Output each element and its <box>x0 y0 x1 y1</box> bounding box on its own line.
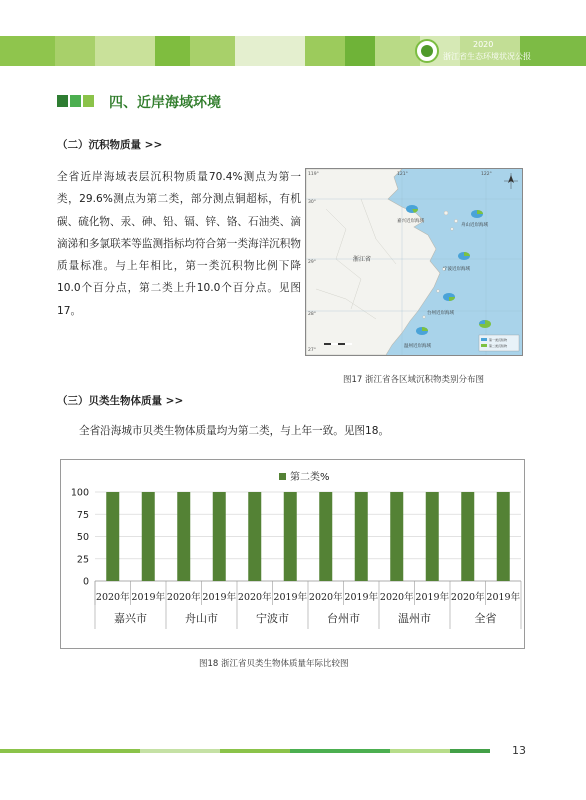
header-band-segment <box>190 36 235 66</box>
chart-svg <box>61 460 524 648</box>
map-region-label: 宁波近岸海域 <box>443 267 470 272</box>
map-lat-label: 27° <box>308 348 316 353</box>
y-tick-label: 50 <box>76 532 89 543</box>
footer-band <box>0 749 490 753</box>
map-lon-label: 122° <box>481 172 492 177</box>
footer-band-segment <box>390 749 450 753</box>
bar <box>497 492 510 581</box>
header-band-segment <box>345 36 375 66</box>
map-region-label: 温州近岸海域 <box>404 344 431 349</box>
map-scale-bar <box>324 343 352 345</box>
y-tick-label: 25 <box>76 554 89 566</box>
map-land-label: 浙江省 <box>353 256 372 263</box>
bar <box>248 492 261 581</box>
map-svg <box>306 169 522 355</box>
x-group-label: 嘉兴市 <box>114 612 147 625</box>
x-tick-label: 2019年 <box>131 592 166 603</box>
map-legend <box>479 335 519 351</box>
x-tick-label: 2019年 <box>344 592 379 603</box>
section-marker <box>57 95 94 107</box>
map-region-label: 台州近岸海域 <box>427 311 454 316</box>
bar <box>355 492 368 581</box>
footer-band-segment <box>450 749 490 753</box>
y-tick-label: 0 <box>82 576 89 588</box>
section-marker-block <box>83 95 94 107</box>
section-marker-block <box>57 95 68 107</box>
bar <box>177 492 190 581</box>
x-group-label: 温州市 <box>398 612 431 625</box>
map-legend-label: 第一类沉积物 <box>489 338 508 342</box>
map-region-label: 舟山近岸海域 <box>461 223 488 228</box>
x-tick-label: 2020年 <box>308 592 343 603</box>
shellfish-chart <box>60 459 525 649</box>
legend-swatch <box>279 473 286 480</box>
map-lat-label: 30° <box>308 200 316 205</box>
map-region-label: 嘉兴近岸海域 <box>397 219 424 224</box>
emblem-logo <box>415 39 439 63</box>
map-lon-label: 119° <box>308 172 319 177</box>
x-tick-label: 2020年 <box>379 592 414 603</box>
map-legend-label: 第二类沉积物 <box>489 344 508 348</box>
section-marker-block <box>70 95 81 107</box>
x-tick-label: 2019年 <box>273 592 308 603</box>
x-tick-label: 2020年 <box>450 592 485 603</box>
y-tick-label: 75 <box>76 509 89 521</box>
header-year: 2020 <box>473 40 494 49</box>
header-band-segment <box>235 36 305 66</box>
chart-caption: 图18 浙江省贝类生物体质量年际比较图 <box>199 659 349 669</box>
bar <box>390 492 403 581</box>
header-band-segment <box>155 36 190 66</box>
header-band-segment <box>95 36 155 66</box>
bar <box>319 492 332 581</box>
map-lon-label: 121° <box>397 172 408 177</box>
emblem-logo-center <box>421 45 433 57</box>
bar <box>106 492 119 581</box>
page-number: 13 <box>512 744 526 757</box>
map-lat-label: 28° <box>308 312 316 317</box>
x-tick-label: 2020年 <box>237 592 272 603</box>
footer-band-segment <box>0 749 140 753</box>
paragraph-sediment: 全省近岸海域表层沉积物质量70.4%测点为第一类，29.6%测点为第二类，部分测点铜超标，有机碳、硫化物、汞、砷、铅、镉、锌、铬、石油类、滴滴涕和多氯联苯等监测指标均符合第一类海洋沉积物质量标准。与上年相比，第一类沉积物比例下降10.0个百分点，第二类上升10.0个百分点。见图17。 <box>57 171 301 317</box>
x-group-label: 宁波市 <box>256 612 289 625</box>
bar <box>142 492 155 581</box>
header-band-segment <box>375 36 420 66</box>
x-tick-label: 2019年 <box>415 592 450 603</box>
x-tick-label: 2019年 <box>486 592 521 603</box>
sediment-map <box>305 168 523 356</box>
bar <box>426 492 439 581</box>
header-band-segment <box>0 36 55 66</box>
header-band-segment <box>305 36 345 66</box>
x-group-label: 台州市 <box>327 612 360 625</box>
y-tick-label: 100 <box>70 487 89 499</box>
footer-band-segment <box>140 749 220 753</box>
footer-band-segment <box>220 749 290 753</box>
map-lat-label: 29° <box>308 260 316 265</box>
x-tick-label: 2019年 <box>202 592 237 603</box>
map-caption: 图17 浙江省各区域沉积物类别分布图 <box>343 375 485 385</box>
section-title: 四、近岸海域环境 <box>109 95 221 111</box>
footer-band-segment <box>290 749 390 753</box>
paragraph-shellfish: 全省沿海城市贝类生物体质量均为第二类，与上年一致。见图18。 <box>79 425 390 437</box>
header-band-segment <box>55 36 95 66</box>
x-tick-label: 2020年 <box>95 592 130 603</box>
subsection-heading-sediment: （二）沉积物质量 >> <box>57 139 163 151</box>
legend-label: 第二类% <box>290 472 330 483</box>
x-group-label: 舟山市 <box>185 612 218 625</box>
x-group-label: 全省 <box>474 612 497 625</box>
x-tick-label: 2020年 <box>166 592 201 603</box>
bar <box>461 492 474 581</box>
pie-wenzhou-a <box>479 320 491 328</box>
bar <box>213 492 226 581</box>
subsection-heading-shellfish: （三）贝类生物体质量 >> <box>57 395 184 407</box>
bar <box>284 492 297 581</box>
header-report-title: 浙江省生态环境状况公报 <box>443 52 531 61</box>
